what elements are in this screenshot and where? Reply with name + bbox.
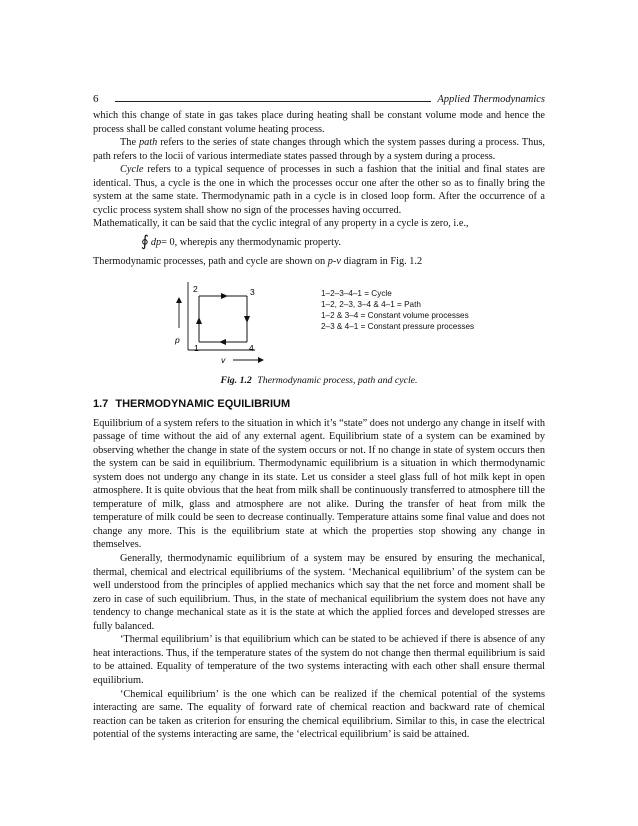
paragraph-cycle: Cycle refers to a typical sequence of processes in such a fashion that the initial and final states are identical. Thus, a cycle is the one in which the processes occur one after the other so as to finally bring the system at the same state. Thermodynamic path in a cycle is in closed loop form. After the occurrence of a cyclic process system shall show no sign of the processes having occurred. <box>93 164 545 216</box>
point-label-1: 1 <box>194 343 199 354</box>
paragraph-thermal-equilibrium: ‘Thermal equilibrium’ is that equilibrium which can be stated to be achieved if there is absence of any heat interactions. Thus, if the temperature states of the system do not change then thermal equilibrium is said to be attained. Equality of temperature of the two systems interacting with each other shall ensure thermal equilibrium. <box>93 634 545 686</box>
arrow-1-2 <box>196 317 202 324</box>
legend-item: 2–3 & 4–1 = Constant pressure processes <box>321 321 475 331</box>
arrow-2-3 <box>221 293 228 299</box>
cyclic-integral-formula: ∮ dp = 0, where p is any thermodynamic property. <box>141 234 341 251</box>
paragraph-fig-intro: Thermodynamic processes, path and cycle are shown on p-v diagram in Fig. 1.2 <box>93 255 423 267</box>
pv-diagram-svg <box>93 272 545 370</box>
axis-label-p: p <box>175 335 180 346</box>
section-title: THERMODYNAMIC EQUILIBRIUM <box>115 398 291 411</box>
section-heading <box>93 398 545 412</box>
running-header <box>93 93 545 107</box>
point-label-2: 2 <box>193 284 198 295</box>
figure-caption <box>93 374 545 388</box>
paragraph-equilibrium-definition: Equilibrium of a system refers to the situation in which it’s “state” does not undergo any change in itself with passage of time without the aid of any external agent. Equilibrium state of a system can be examined by observing whether the change in state of the system occurs or not. If no change in state of system occurs then the system can be said in equilibrium. Thermodynamic equilibrium is a situation in which thermodynamic system does not undergo any change in its state. Let us consider a steel glass full of hot milk kept in open atmosphere. It is quite obvious that the heat from milk shall be continuously transferred to atmosphere till the temperature of milk, glass and atmosphere are not alike. During the transfer of heat from milk the temperature of milk could be seen to decrease continually. Temperature attains some final value and does not change any more. This is the equilibrium state at which the properties stop showing any change in themselves. <box>93 417 545 551</box>
axis-label-v: v <box>221 355 226 366</box>
legend-item: 1–2 & 3–4 = Constant volume processes <box>321 311 469 321</box>
term-path: path <box>138 137 158 149</box>
point-label-3: 3 <box>250 287 255 298</box>
cyclic-integral-symbol: ∮ <box>141 234 149 251</box>
section-number: 1.7 <box>93 398 109 411</box>
header-rule <box>115 101 431 102</box>
figure-caption-label: Fig. 1.2 <box>220 375 252 387</box>
page <box>93 93 545 742</box>
formula-expr: dp <box>150 237 162 249</box>
term-pv: p-v <box>327 255 341 267</box>
paragraph-chemical-equilibrium: ‘Chemical equilibrium’ is the one which can be realized if the chemical potential of the systems interacting are same. The equality of forward rate of chemical reaction and backward rate of chemical reaction can be taken as criterion for ensuring the chemical equilibrium. Similar to this, in case the electrical potential of the systems interacting are same, the ‘electrical equilibrium’ is said be attained. <box>93 688 545 741</box>
arrow-4-1 <box>219 339 226 345</box>
arrow-3-4 <box>244 316 250 323</box>
running-title: Applied Thermodynamics <box>437 94 545 105</box>
figure-legend <box>321 289 474 332</box>
figure-caption-text: Thermodynamic process, path and cycle. <box>257 375 418 387</box>
paragraph-mechanical-equilibrium: Generally, thermodynamic equilibrium of a system may be ensured by ensuring the mechanical, thermal, chemical and electrical equilibriums of the system. ‘Mechanical equilibrium’ of the system can be well understood from the principles of applied mechanics which say that the net force and moment shall be zero in case of such equilibrium. Thus, in the state of mechanical equilibrium the system does not have any tendency to change mechanical state as it is the state at which the applied forces and developed stresses are fully balanced. <box>93 553 545 632</box>
page-number: 6 <box>93 93 99 105</box>
point-label-4: 4 <box>249 343 254 354</box>
figure-pv-diagram <box>93 272 545 370</box>
legend-item: 1–2, 2–3, 3–4 & 4–1 = Path <box>321 300 421 310</box>
formula-var: p <box>204 237 211 249</box>
paragraph-mathematically: Mathematically, it can be said that the cyclic integral of any property in a cycle is zero, i.e., <box>93 218 469 230</box>
term-cycle: Cycle <box>120 164 144 176</box>
legend-item: 1–2–3–4–1 = Cycle <box>321 289 392 299</box>
paragraph-path: The path refers to the series of state changes through which the system passes during a process. Thus, path refers to the locii of various intermediate states passed through by a system during a process. <box>93 137 545 162</box>
paragraph-continuation: which this change of state in gas takes place during heating shall be constant volume mode and hence the process shall be called constant volume heating process. <box>93 110 545 135</box>
